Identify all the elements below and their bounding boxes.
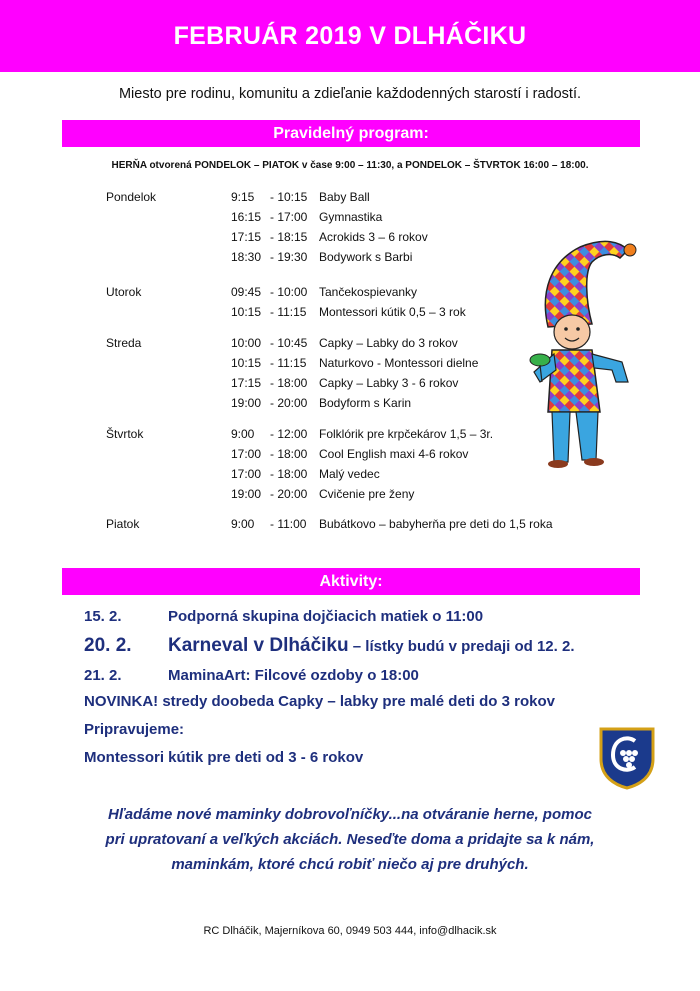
time-start: 19:00: [231, 487, 262, 501]
activity-name: Capky – Labky 3 - 6 rokov: [319, 376, 459, 390]
activity-name: Cvičenie pre ženy: [319, 487, 415, 501]
time-end: - 18:15: [270, 230, 308, 244]
day-name: Štvrtok: [106, 427, 144, 441]
schedule-row: [0, 517, 700, 537]
activity-name: Capky – Labky do 3 rokov: [319, 336, 458, 350]
activity-date: 21. 2.: [84, 667, 122, 684]
pripravujeme-label: Pripravujeme:: [84, 721, 185, 738]
time-end: - 19:30: [270, 250, 308, 264]
volunteer-line: maminkám, ktoré chcú robiť niečo aj pre druhých.: [171, 856, 529, 873]
activity-name: Montessori kútik 0,5 – 3 rok: [319, 305, 466, 319]
activities-heading-bar: [62, 568, 640, 595]
activity-name: Bodywork s Barbi: [319, 250, 413, 264]
activity-name: Folklórik pre krpčekárov 1,5 – 3r.: [319, 427, 494, 441]
schedule-row: [0, 190, 700, 210]
time-start: 09:45: [231, 285, 262, 299]
activities-heading: Aktivity:: [319, 573, 383, 590]
day-name: Pondelok: [106, 190, 157, 204]
activity-name: Tančekospievanky: [319, 285, 418, 299]
time-start: 16:15: [231, 210, 262, 224]
time-start: 10:15: [231, 305, 262, 319]
herna-hours: HERŇA otvorená PONDELOK – PIATOK v čase 9:00 – 11:30, a PONDELOK – ŠTVRTOK 16:00 – 18:00.: [111, 160, 589, 171]
activity-name: Baby Ball: [319, 190, 370, 204]
activity-date: 20. 2.: [84, 635, 132, 656]
volunteer-line: pri upratovaní a veľkých akciách. Neseďte doma a pridajte sa k nám,: [105, 831, 595, 848]
time-end: - 11:00: [270, 517, 307, 531]
time-end: - 18:00: [270, 376, 308, 390]
activity-name: Cool English maxi 4-6 rokov: [319, 447, 469, 461]
day-name: Utorok: [106, 285, 142, 299]
activity-text: Podporná skupina dojčiacich matiek o 11:00: [168, 608, 484, 625]
day-name: Streda: [106, 336, 142, 350]
activity-name: Bubátkovo – babyherňa pre deti do 1,5 roka: [319, 517, 553, 531]
time-start: 9:15: [231, 190, 255, 204]
volunteer-line: Hľadáme nové maminky dobrovoľníčky...na otváranie herne, pomoc: [108, 806, 592, 823]
time-end: - 20:00: [270, 396, 308, 410]
footer-contact: RC Dlháčik, Majerníkova 60, 0949 503 444, info@dlhacik.sk: [203, 925, 497, 937]
activity-text: Karneval v Dlháčiku: [168, 635, 349, 656]
subtitle: Miesto pre rodinu, komunitu a zdieľanie každodenných starostí i radostí.: [118, 86, 582, 102]
time-start: 10:15: [231, 356, 262, 370]
activity-name: Bodyform s Karin: [319, 396, 412, 410]
page-title: FEBRUÁR 2019 V DLHÁČIKU: [173, 22, 527, 50]
time-end: - 12:00: [270, 427, 308, 441]
coat-of-arms-icon: [595, 725, 659, 791]
program-heading-bar: [62, 120, 640, 147]
time-end: - 10:45: [270, 336, 308, 350]
activity-name: Naturkovo - Montessori dielne: [319, 356, 479, 370]
activity-name: Acrokids 3 – 6 rokov: [319, 230, 428, 244]
montessori-text: Montessori kútik pre deti od 3 - 6 rokov: [84, 749, 364, 766]
novinka-text: NOVINKA! stredy doobeda Capky – labky pre malé deti do 3 rokov: [84, 693, 555, 710]
schedule-row: [0, 487, 700, 507]
time-end: - 10:15: [270, 190, 308, 204]
time-end: - 10:00: [270, 285, 308, 299]
activity-name: Gymnastika: [319, 210, 383, 224]
time-end: - 18:00: [270, 447, 308, 461]
activity-name: Malý vedec: [319, 467, 380, 481]
day-name: Piatok: [106, 517, 140, 531]
time-start: 19:00: [231, 396, 262, 410]
time-start: 9:00: [231, 517, 255, 531]
activity-text: MaminaArt: Filcové ozdoby o 18:00: [168, 667, 419, 684]
time-start: 18:30: [231, 250, 262, 264]
time-end: - 18:00: [270, 467, 308, 481]
volunteer-appeal: [60, 802, 640, 877]
time-end: - 20:00: [270, 487, 308, 501]
time-start: 17:15: [231, 230, 262, 244]
time-start: 9:00: [231, 427, 255, 441]
schedule-row: [0, 210, 700, 230]
time-start: 17:00: [231, 447, 262, 461]
program-heading: Pravidelný program:: [273, 125, 429, 142]
activity-extra: – lístky budú v predaji od 12. 2.: [348, 638, 575, 655]
page-header: [0, 0, 700, 72]
time-end: - 17:00: [270, 210, 308, 224]
jester-illustration: [520, 232, 650, 472]
time-end: - 11:15: [270, 305, 307, 319]
activity-text-group: [168, 635, 575, 657]
time-start: 17:00: [231, 467, 262, 481]
activity-date: 15. 2.: [84, 608, 122, 625]
time-start: 17:15: [231, 376, 262, 390]
time-start: 10:00: [231, 336, 262, 350]
time-end: - 11:15: [270, 356, 307, 370]
